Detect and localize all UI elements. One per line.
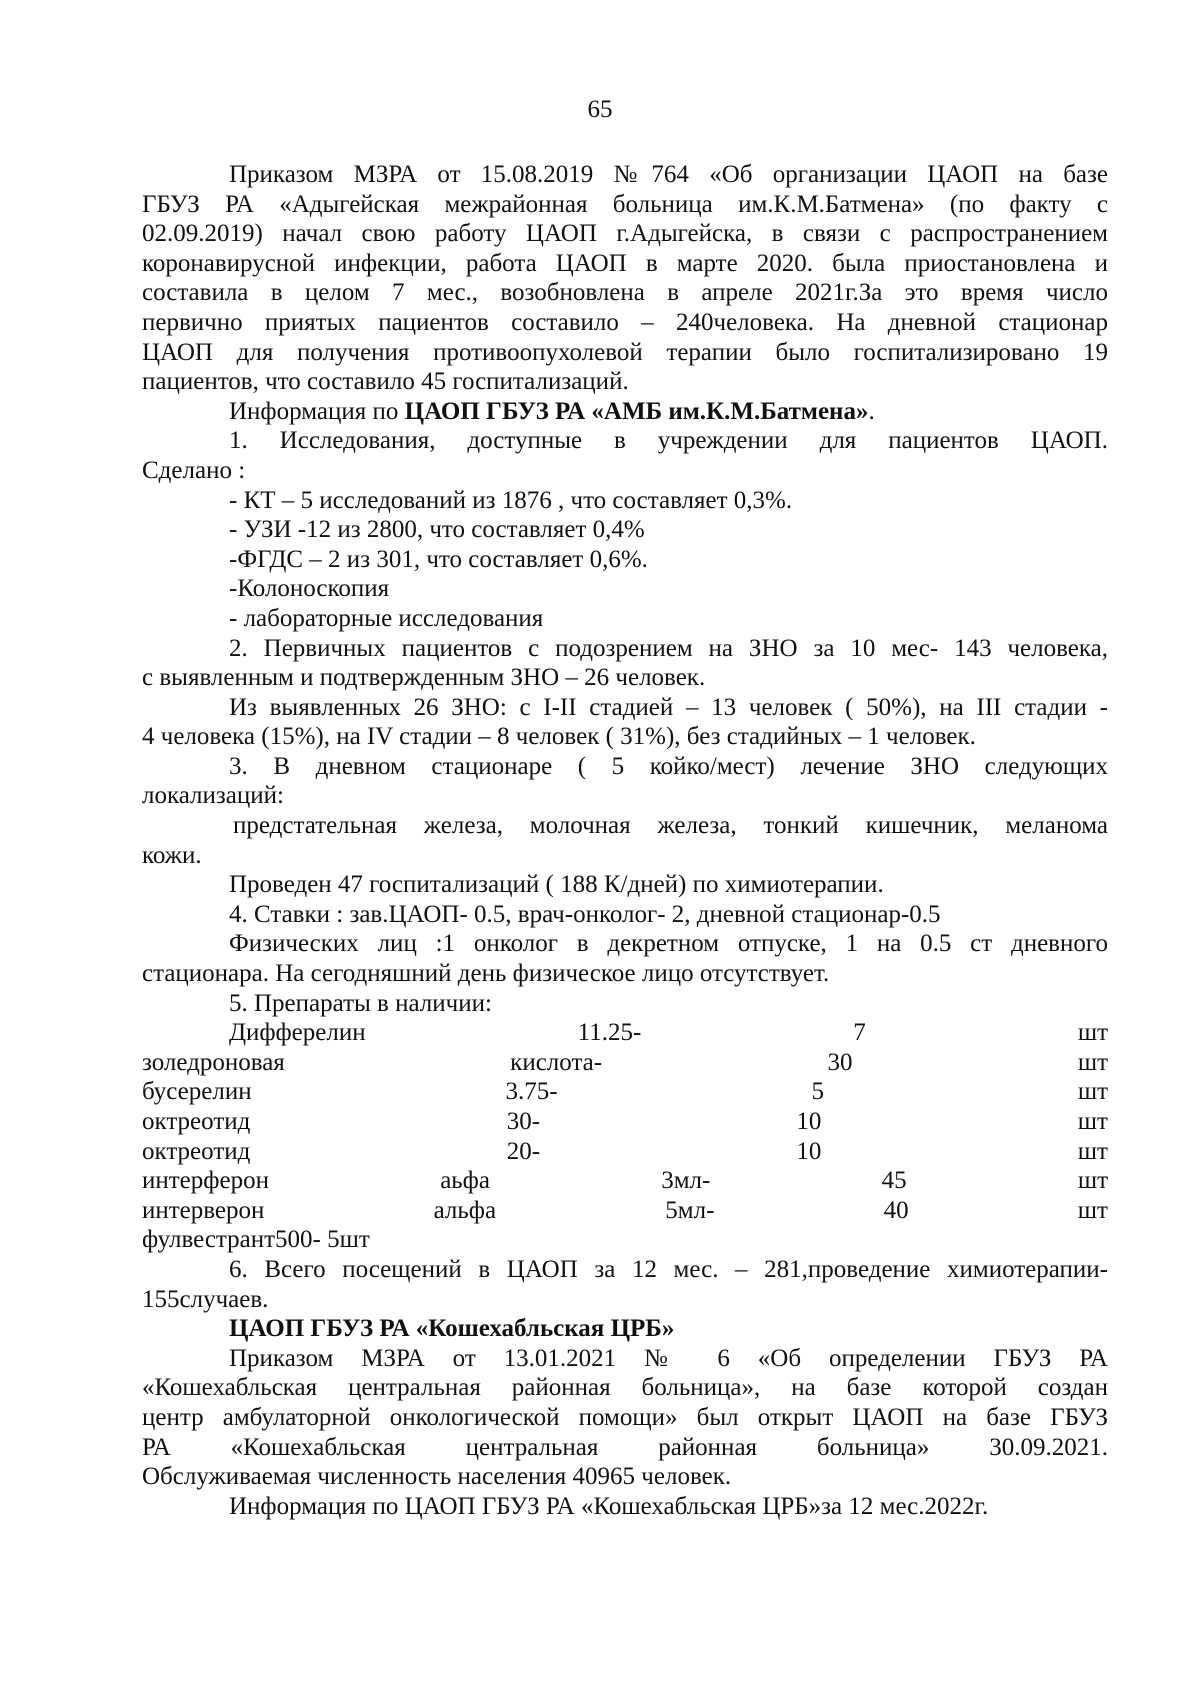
para2-line: центр амбулаторной онкологической помощи» был открыт ЦАОП на базе ГБУЗ — [142, 1403, 1108, 1431]
item5-line: 5. Препараты в наличии: — [229, 989, 492, 1017]
drug-row: октреотид 20- 10 шт — [142, 1137, 1108, 1165]
exam-item: - лабораторные исследования — [229, 604, 544, 632]
drug-last: фулвестрант500- 5шт — [142, 1226, 370, 1254]
drug-row: интерферон аьфа 3мл- 45 шт — [142, 1167, 1108, 1195]
para1-line: составила в целом 7 мес., возобновлена в апреле 2021г.За это время число — [142, 279, 1108, 307]
para1-line: первично приятых пациентов составило – 240человека. На дневной стационар — [142, 308, 1108, 336]
drug-row: октреотид 30- 10 шт — [142, 1108, 1108, 1135]
info-heading-1: Информация по ЦАОП ГБУЗ РА «АМБ им.К.М.Батмена». — [229, 397, 875, 425]
info-heading-2: Информация по ЦАОП ГБУЗ РА «Кошехабльская ЦРБ»за 12 мес.2022г. — [229, 1492, 989, 1520]
document-body — [142, 160, 1108, 1521]
item4b-line: стационара. На сегодняшний день физическое лицо отсутствует. — [142, 960, 830, 988]
para2-line: Обслуживаемая численность населения 40965 человек. — [142, 1463, 732, 1491]
para2-line: «Кошехабльская центральная районная больница», на базе которой создан — [142, 1374, 1108, 1402]
section-heading-2: ЦАОП ГБУЗ РА «Кошехабльская ЦРБ» — [229, 1315, 675, 1343]
item4-line: 4. Ставки : зав.ЦАОП- 0.5, врач-онколог- 2, дневной стационар-0.5 — [229, 900, 941, 928]
item6-line: 155случаев. — [142, 1285, 269, 1313]
item2-line: с выявленным и подтвержденным ЗНО – 26 человек. — [142, 664, 706, 692]
para1-line: коронавирусной инфекции, работа ЦАОП в марте 2020. была приостановлена и — [142, 249, 1108, 277]
item3b-line: кожи. — [142, 841, 202, 869]
para1-line: ЦАОП для получения противоопухолевой терапии было госпитализировано 19 — [142, 338, 1108, 366]
para2-line: РА «Кошехабльская центральная районная больница» 30.09.2021. — [142, 1433, 1108, 1461]
item3-line: 3. В дневном стационаре ( 5 койко/мест) лечение ЗНО следующих — [229, 752, 1108, 780]
item1-line: 1. Исследования, доступные в учреждении для пациентов ЦАОП. — [229, 427, 1108, 455]
item3-line: локализаций: — [142, 782, 284, 810]
item3c-line: Проведен 47 госпитализаций ( 188 К/дней) по химиотерапии. — [229, 871, 884, 899]
para1-line: 02.09.2019) начал свою работу ЦАОП г.Адыгейска, в связи с распространением — [142, 220, 1108, 248]
para1-line: пациентов, что составило 45 госпитализаций. — [142, 368, 629, 396]
item2b-line: Из выявленных 26 ЗНО: с I-II стадией – 13 человек ( 50%), на III стадии - — [229, 693, 1108, 721]
drug-row: интерверон альфа 5мл- 40 шт — [142, 1196, 1108, 1224]
item3b-line: предстательная железа, молочная железа, тонкий кишечник, меланома — [233, 812, 1108, 840]
page-number: 65 — [587, 96, 613, 123]
drug-row: золедроновая кислота- 30 шт — [142, 1048, 1108, 1076]
info-heading-1-bold: ЦАОП ГБУЗ РА «АМБ им.К.М.Батмена» — [404, 397, 869, 425]
item4b-line: Физических лиц :1 онколог в декретном отпуске, 1 на 0.5 ст дневного — [229, 930, 1108, 958]
para1-line: Приказом МЗРА от 15.08.2019 №764 «Об организации ЦАОП на базе — [229, 161, 1108, 188]
drug-row: бусерелин 3.75- 5 шт — [142, 1078, 1108, 1106]
item6-line: 6. Всего посещений в ЦАОП за 12 мес. – 281,проведение химиотерапии- — [229, 1255, 1108, 1283]
item2b-line: 4 человека (15%), на IV стадии – 8 человек ( 31%), без стадийных – 1 человек. — [142, 723, 976, 751]
para1-line: ГБУЗ РА «Адыгейская межрайонная больница им.К.М.Батмена» (по факту с — [142, 190, 1108, 218]
exam-item: -Колоноскопия — [229, 575, 390, 603]
exam-item: -ФГДС – 2 из 301, что составляет 0,6%. — [229, 545, 648, 573]
para2-line: Приказом МЗРА от 13.01.2021 № 6 «Об определении ГБУЗ РА — [229, 1344, 1108, 1372]
item1-line: Сделано : — [142, 456, 246, 484]
exam-item: - УЗИ -12 из 2800, что составляет 0,4% — [229, 516, 645, 544]
item2-line: 2. Первичных пациентов с подозрением на ЗНО за 10 мес- 143 человека, — [229, 634, 1108, 662]
exam-item: - КТ – 5 исследований из 1876 , что составляет 0,3%. — [229, 486, 793, 514]
drug-row: Дифферелин 11.25- 7 шт — [229, 1019, 1108, 1047]
